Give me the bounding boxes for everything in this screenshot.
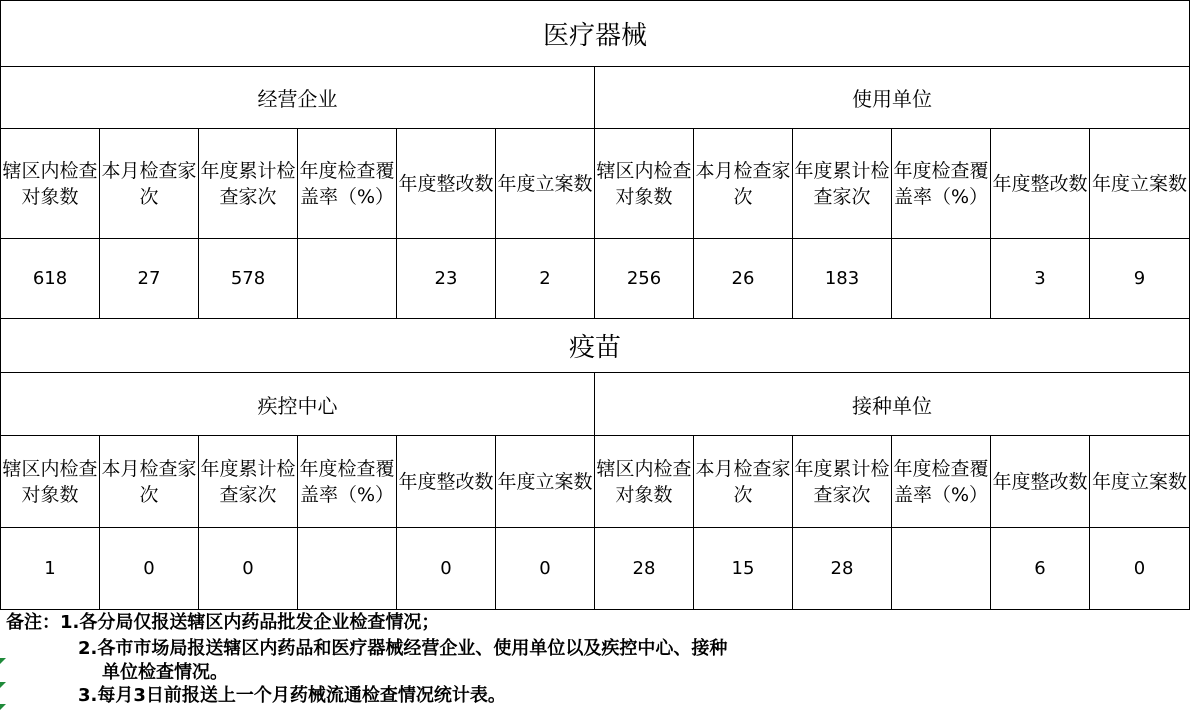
data-cell: 15 [694,528,793,610]
column-header: 本月检查家次 [100,436,199,528]
remark-line-4: 3.每月3日前报送上一个月药械流通检查情况统计表。 [78,685,506,706]
column-header: 年度整改数 [991,129,1090,239]
data-cell: 9 [1090,239,1190,319]
data-cell: 27 [100,239,199,319]
remark-line-2: 2.各市市场局报送辖区内药品和医疗器械经营企业、使用单位以及疾控中心、接种 [78,638,728,659]
data-cell: 0 [397,528,496,610]
table-row [1,528,1190,610]
data-cell [298,528,397,610]
section-title-medical-devices: 医疗器械 [1,1,1190,67]
section-title-vaccines: 疫苗 [1,319,1190,373]
remark-line-3: 单位检查情况。 [102,662,228,683]
data-cell: 26 [694,239,793,319]
column-header: 辖区内检查对象数 [595,129,694,239]
column-header: 辖区内检查对象数 [1,436,100,528]
table-row [1,239,1190,319]
column-header: 年度立案数 [496,436,595,528]
data-cell: 0 [496,528,595,610]
column-header: 年度检查覆盖率（%） [298,129,397,239]
column-header: 年度整改数 [991,436,1090,528]
column-header: 年度累计检查家次 [199,129,298,239]
data-cell: 1 [1,528,100,610]
data-cell: 578 [199,239,298,319]
remark-line-1: 备注：1.各分局仅报送辖区内药品批发企业检查情况； [6,612,440,633]
remarks-block [0,610,1190,708]
data-cell [298,239,397,319]
column-header: 年度检查覆盖率（%） [892,129,991,239]
group-header-vaccination-units: 接种单位 [595,373,1190,436]
column-header: 本月检查家次 [694,129,793,239]
data-cell: 28 [595,528,694,610]
column-header: 年度整改数 [397,129,496,239]
column-header: 年度累计检查家次 [199,436,298,528]
cell-marker-icon [0,704,6,710]
group-header-operating-enterprises: 经营企业 [1,67,595,129]
data-cell: 0 [199,528,298,610]
data-cell: 0 [100,528,199,610]
column-header: 本月检查家次 [100,129,199,239]
data-cell [892,239,991,319]
column-header: 年度立案数 [1090,129,1190,239]
data-cell: 183 [793,239,892,319]
group-header-using-units: 使用单位 [595,67,1190,129]
data-cell: 0 [1090,528,1190,610]
data-cell: 618 [1,239,100,319]
column-header: 年度立案数 [496,129,595,239]
column-header: 年度检查覆盖率（%） [892,436,991,528]
cell-marker-icon [0,658,6,664]
column-header: 年度累计检查家次 [793,436,892,528]
data-cell: 28 [793,528,892,610]
column-header: 辖区内检查对象数 [595,436,694,528]
data-cell: 256 [595,239,694,319]
column-header: 本月检查家次 [694,436,793,528]
data-cell: 23 [397,239,496,319]
data-cell: 6 [991,528,1090,610]
column-header: 辖区内检查对象数 [1,129,100,239]
data-cell: 3 [991,239,1090,319]
column-header: 年度整改数 [397,436,496,528]
group-header-cdc: 疾控中心 [1,373,595,436]
cell-marker-icon [0,682,6,688]
column-header: 年度累计检查家次 [793,129,892,239]
data-cell: 2 [496,239,595,319]
column-header: 年度检查覆盖率（%） [298,436,397,528]
data-cell [892,528,991,610]
column-header: 年度立案数 [1090,436,1190,528]
